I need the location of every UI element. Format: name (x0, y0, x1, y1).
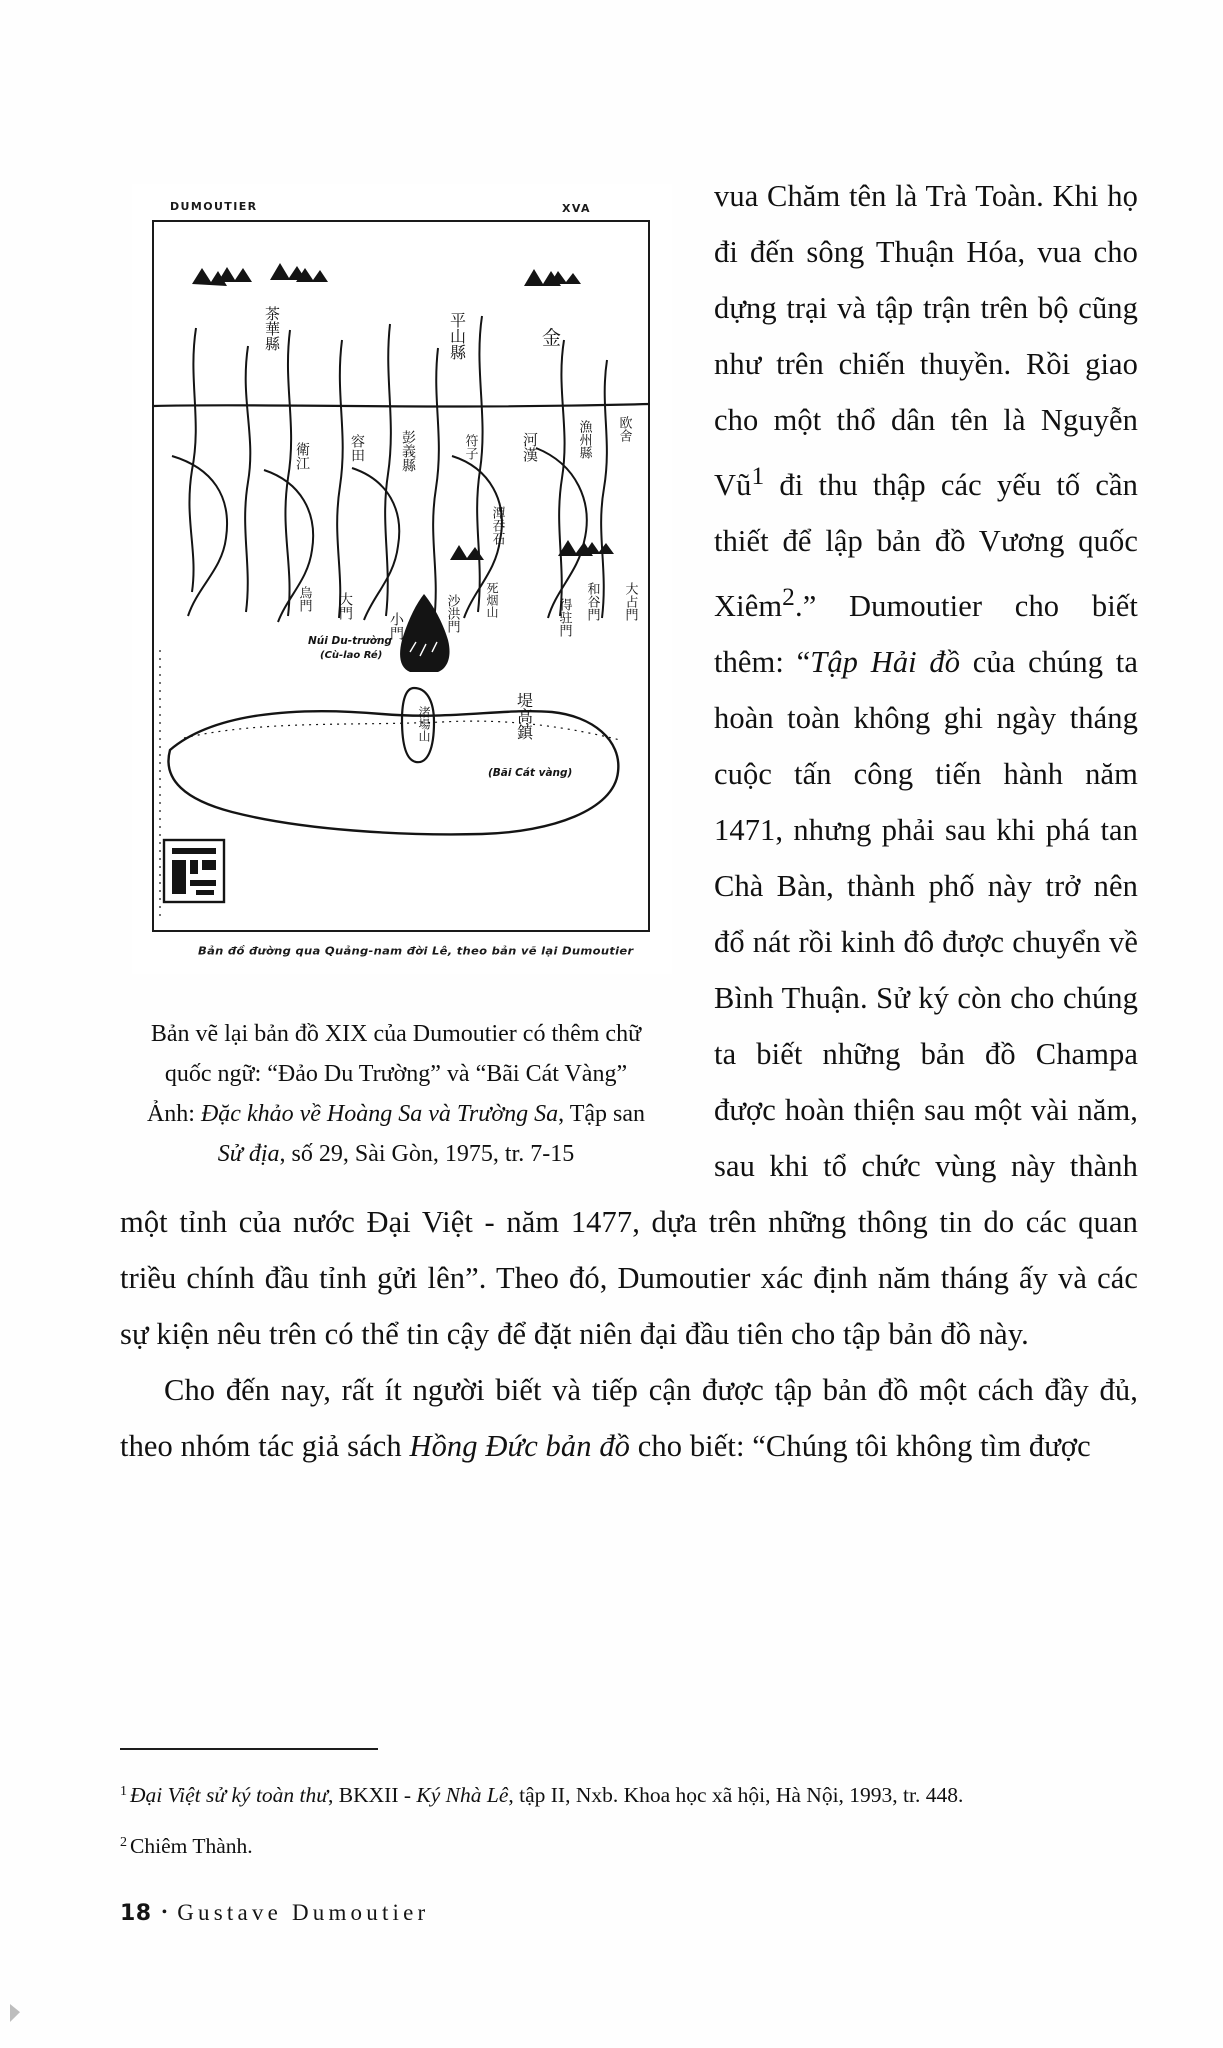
page-content (120, 168, 1138, 1474)
figure-caption (120, 1014, 672, 1174)
figure-block (120, 184, 680, 1174)
caption-source-suffix: , Tập san (558, 1101, 646, 1127)
page-footer (120, 1900, 429, 1926)
footnote-2-text: Chiêm Thành. (130, 1834, 253, 1858)
caption-line-3 (120, 1094, 672, 1134)
svg-text:潭吞石: 潭吞石 (489, 506, 505, 545)
para1-part2: đi thu thập các yếu tố cần thiết để lập bản đồ Vương quốc Xiêm (714, 468, 1138, 624)
footnote-1-title-1: Đại Việt sử ký toàn thư (130, 1783, 329, 1807)
svg-text:渚場山: 渚場山 (417, 706, 431, 742)
hill-symbol (400, 594, 449, 672)
svg-text:平山縣: 平山縣 (447, 312, 467, 360)
map-figure (132, 184, 672, 974)
footnote-2-marker: 2 (120, 1835, 127, 1850)
svg-text:漁州縣: 漁州縣 (576, 420, 592, 459)
footnote-1-title-2: Ký Nhà Lê (416, 1783, 509, 1807)
footer-separator: • (161, 1904, 168, 1921)
para2-part1: Cho đến nay, rất ít người biết và tiếp cận được tập bản đồ một cách đầy đủ, theo nhóm tác giả sách (120, 1373, 1138, 1464)
caption-journal-details: , số 29, Sài Gòn, 1975, tr. 7-15 (279, 1141, 575, 1167)
footnote-2 (120, 1823, 1130, 1866)
svg-text:符子: 符子 (462, 434, 478, 460)
quoted-work-title: Tập Hải đồ (810, 645, 961, 680)
svg-text:大占門: 大占門 (622, 582, 638, 621)
coastline (172, 448, 587, 622)
caption-line-1: Bản vẽ lại bản đồ XIX của Dumoutier có thêm chữ (150, 1021, 642, 1047)
footnote-section (120, 1748, 1130, 1874)
svg-text:堤高鎮: 堤高鎮 (514, 692, 534, 740)
footer-book-title: Gustave Dumoutier (177, 1900, 430, 1925)
svg-text:容田: 容田 (349, 434, 365, 462)
footnote-ref-1[interactable]: 1 (751, 462, 765, 490)
svg-text:Núi Du-trường: Núi Du-trường (308, 635, 392, 647)
svg-text:衛江: 衛江 (294, 442, 310, 470)
map-header-left: DUMOUTIER (170, 200, 258, 213)
svg-text:(Cù-lao Ré): (Cù-lao Ré) (320, 650, 383, 661)
scan-corner-mark (10, 2004, 20, 2022)
map-drawing (152, 220, 650, 932)
svg-text:小門: 小門 (388, 612, 404, 640)
caption-line-2: quốc ngữ: “Đảo Du Trường” và “Bãi Cát Vàng” (164, 1061, 628, 1087)
svg-text:大門: 大門 (337, 592, 353, 620)
svg-text:和谷門: 和谷門 (584, 582, 600, 621)
seal-stamp (164, 840, 224, 902)
svg-text:茶華縣: 茶華縣 (263, 306, 281, 351)
footnote-divider (120, 1748, 378, 1750)
svg-text:沙洪門: 沙洪門 (444, 594, 460, 633)
svg-text:得驻門: 得驻門 (556, 598, 572, 637)
footnote-1 (120, 1772, 1130, 1815)
para2-part2: cho biết: “Chúng tôi không tìm được (630, 1429, 1091, 1464)
handwritten-map-note: Bản đồ đường qua Quảng-nam đời Lê, theo bản vẽ lại Dumoutier (198, 944, 634, 958)
footnote-1-marker: 1 (120, 1784, 127, 1799)
svg-text:烏門: 烏門 (296, 586, 312, 612)
para1-part3: .” Dumoutier cho biết thêm: “ (714, 589, 1138, 680)
map-label-layer (263, 305, 638, 742)
footnote-ref-2[interactable]: 2 (782, 583, 795, 612)
svg-text:死烟山: 死烟山 (485, 582, 499, 618)
mountain-symbols (192, 263, 581, 286)
hong-duc-title: Hồng Đức bản đồ (409, 1429, 631, 1464)
caption-source-title: Đặc khảo về Hoàng Sa và Trường Sa (200, 1101, 559, 1127)
caption-line-4 (120, 1134, 672, 1174)
para1-part1: vua Chăm tên là Trà Toàn. Khi họ đi đến sông Thuận Hóa, vua cho dựng trại và tập trận trên bộ cũng như trên chiến thuyền. Rồi giao cho một thổ dân tên là Nguyễn Vũ (714, 179, 1138, 503)
map-header-right: XVA (562, 202, 591, 215)
river-lines (189, 316, 607, 622)
svg-text:(Bãi Cát vàng): (Bãi Cát vàng) (488, 767, 573, 779)
para1-part4: của chúng ta hoàn toàn không ghi ngày tháng cuộc tấn công tiến hành năm 1471, nhưng phải sau khi phá tan Chà Bàn, thành phố này trở nên đổ nát rồi kinh đô được chuyển về Bình Thuận. Sử ký còn cho chúng ta biết những bản đồ Champa được hoàn thiện sau một vài năm, sau khi tổ chức vùng này thành một tỉnh của nước Đại Việt - năm 1477, dựa trên những thông tin do các quan triều chính đầu tỉnh gửi lên”. Theo đó, Dumoutier xác định năm tháng ấy và các sự kiện nêu trên có thể tin cậy để đặt niên đại đầu tiên cho tập bản đồ này. (120, 645, 1138, 1352)
footnote-1-plain-1: , BKXII - (328, 1783, 417, 1807)
svg-text:河漢: 河漢 (521, 432, 539, 462)
svg-text:金: 金 (542, 327, 562, 349)
caption-journal-title: Sử địa (217, 1141, 280, 1167)
svg-text:彭義縣: 彭義縣 (400, 430, 416, 472)
page-number: 18 (120, 1901, 152, 1926)
svg-text:欧舍: 欧舍 (616, 416, 632, 442)
caption-source-prefix: Ảnh: (146, 1101, 201, 1127)
footnote-1-plain-2: , tập II, Nxb. Khoa học xã hội, Hà Nội, 1993, tr. 448. (508, 1783, 964, 1807)
body-paragraph-2 (120, 1362, 1138, 1474)
